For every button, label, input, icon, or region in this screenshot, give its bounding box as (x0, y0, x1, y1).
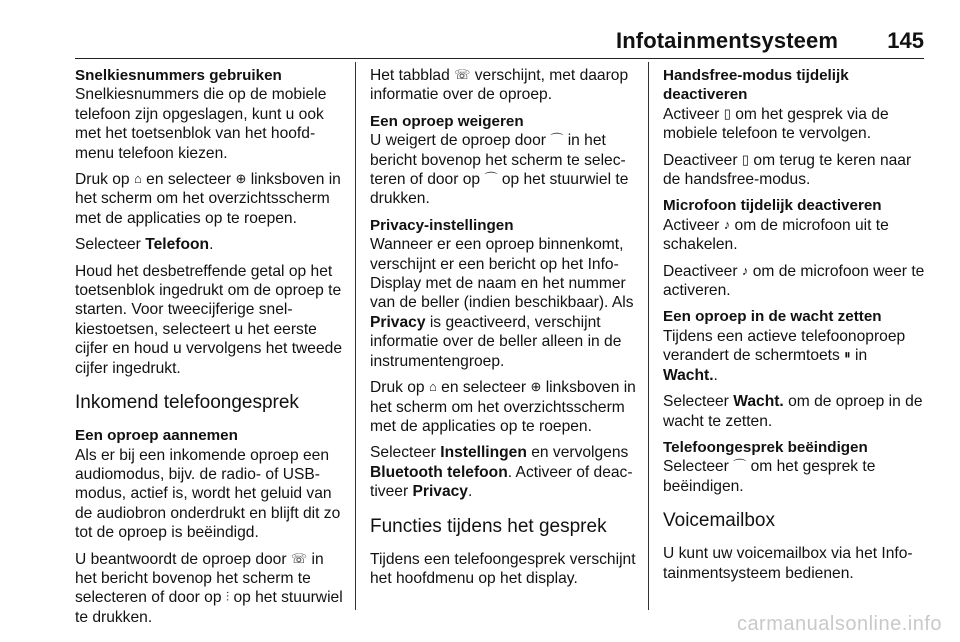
paragraph-reject-call: U weigert de oproep door ⌒ in het bericht bovenop het scherm te selecteren of door op ⌒ op het stuurwiel te drukken. (370, 132, 629, 208)
column-3 (663, 66, 931, 590)
hold-icon: ⏸ (844, 347, 851, 363)
paragraph-voicemail: U kunt uw voicemailbox via het Infotainmentsysteem bedienen. (663, 545, 913, 582)
heading-handsfree: Handsfree-modus tijdelijk deactiveren (663, 67, 849, 104)
heading-incoming-call: Inkomend telefoongesprek (75, 392, 299, 414)
header-title: Infotainmentsysteem (616, 28, 838, 53)
paragraph-end-call: Selecteer ⌒ om het gesprek te beëindigen. (663, 458, 876, 495)
home-icon: ⌂ (428, 379, 437, 395)
paragraph-press-home-2: Druk op ⌂ en selecteer ⊕ linksboven in het scherm om het overzichtsscherm met de applicaties op te roepen. (370, 379, 636, 435)
paragraph-privacy: Wanneer er een oproep binnenkomt, verschijnt er een bericht op het Info-Display met de naam en het nummer van de beller (indien beschikbaar). Als Privacy is geactiveerd, verschijnt informatie over de beller alleen in de instrumentengroep. (370, 236, 634, 370)
heading-voicemail: Voicemailbox (663, 510, 775, 532)
steering-reject-icon: ⌒ (484, 171, 498, 187)
heading-shortcuts: Snelkiesnummers gebruiken (75, 67, 282, 84)
heading-reject-call: Een oproep weigeren (370, 112, 524, 130)
page-number: 145 (887, 28, 924, 53)
paragraph-functions: Tijdens een telefoongesprek verschijnt het hoofdmenu op het display. (370, 550, 636, 587)
handset-icon: ▯ (741, 151, 750, 167)
paragraph-hold-change: Tijdens een actieve telefoonoproep verandert de schermtoets ⏸ in Wacht.. (663, 327, 906, 384)
apps-icon: ⊕ (530, 379, 542, 395)
column-divider-2 (648, 62, 649, 610)
paragraph-handsfree-deactivate: Deactiveer ▯ om terug te keren naar de handsfree-modus. (663, 151, 912, 189)
column-divider-1 (355, 62, 356, 610)
paragraph-select-settings: Selecteer Instellingen en vervolgens Bluetooth telefoon. Activeer of deactiveer Privacy. (370, 444, 633, 501)
home-icon: ⌂ (133, 171, 142, 187)
heading-microphone: Microfoon tijdelijk deactiveren (663, 197, 882, 215)
heading-answer-call: Een oproep aannemen (75, 427, 238, 445)
heading-end-call: Telefoongesprek beëindigen (663, 438, 868, 456)
microphone-mute-icon: ♪ (741, 262, 749, 278)
handset-icon: ▯ (723, 105, 731, 121)
paragraph-hold-select: Selecteer Wacht. om de oproep in de wacht te zetten. (663, 393, 923, 430)
apps-icon: ⊕ (235, 171, 247, 187)
heading-functions-during-call: Functies tijdens het gesprek (370, 515, 607, 537)
paragraph-hold-key: Houd het desbetreffende getal op het toetsenblok ingedrukt om de oproep te starten. Voor tweecijferige snelkiestoetsen, selecteert u het eerste cijfer en houd u vervolgens het tweede cijfer ingedrukt. (75, 262, 342, 377)
paragraph-tab: Het tabblad ☏ verschijnt, met daarop informatie over de oproep. (370, 67, 629, 104)
paragraph-mic-activate: Activeer ♪ om de microfoon uit te schakelen. (663, 216, 889, 254)
paragraph-answer-how: U beantwoordt de oproep door ☏ in het bericht bovenop het scherm te selecteren of door op ⫶ op het stuurwiel te drukken. (75, 550, 343, 626)
column-1 (75, 66, 345, 634)
header-divider (75, 58, 924, 59)
footer-watermark: carmanualsonline.info (736, 613, 942, 635)
paragraph-shortcuts: Snelkiesnummers die op de mobiele telefoon zijn opgeslagen, kunt u ook met het toetsenblok van het hoofdmenu telefoon kiezen. (75, 86, 327, 162)
paragraph-answer-call: Als er bij een inkomende oproep een audiomodus, bijv. de radio- of USB-modus, actief is, wordt het geluid van de audiobron onderdrukt en blijft dit zo tot de oproep is beëindigd. (75, 446, 341, 542)
heading-privacy: Privacy-instellingen (370, 216, 514, 234)
steering-answer-icon: ⫶ (225, 589, 230, 605)
hang-up-icon: ⌒ (550, 132, 564, 148)
paragraph-press-home: Druk op ⌂ en selecteer ⊕ linksboven in het scherm om het overzichtsscherm met de applicaties op te roepen. (75, 171, 341, 227)
microphone-mute-icon: ♪ (723, 216, 731, 232)
phone-tab-icon: ☏ (454, 67, 471, 82)
phone-icon: ☏ (290, 550, 308, 566)
hang-up-icon: ⌒ (733, 458, 747, 474)
heading-hold: Een oproep in de wacht zetten (663, 308, 882, 326)
paragraph-mic-deactivate: Deactiveer ♪ om de microfoon weer te activeren. (663, 262, 925, 300)
paragraph-handsfree-activate: Activeer ▯ om het gesprek via de mobiele telefoon te vervolgen. (663, 105, 889, 143)
column-2 (370, 66, 638, 595)
paragraph-select-phone: Selecteer Telefoon. (75, 236, 214, 254)
